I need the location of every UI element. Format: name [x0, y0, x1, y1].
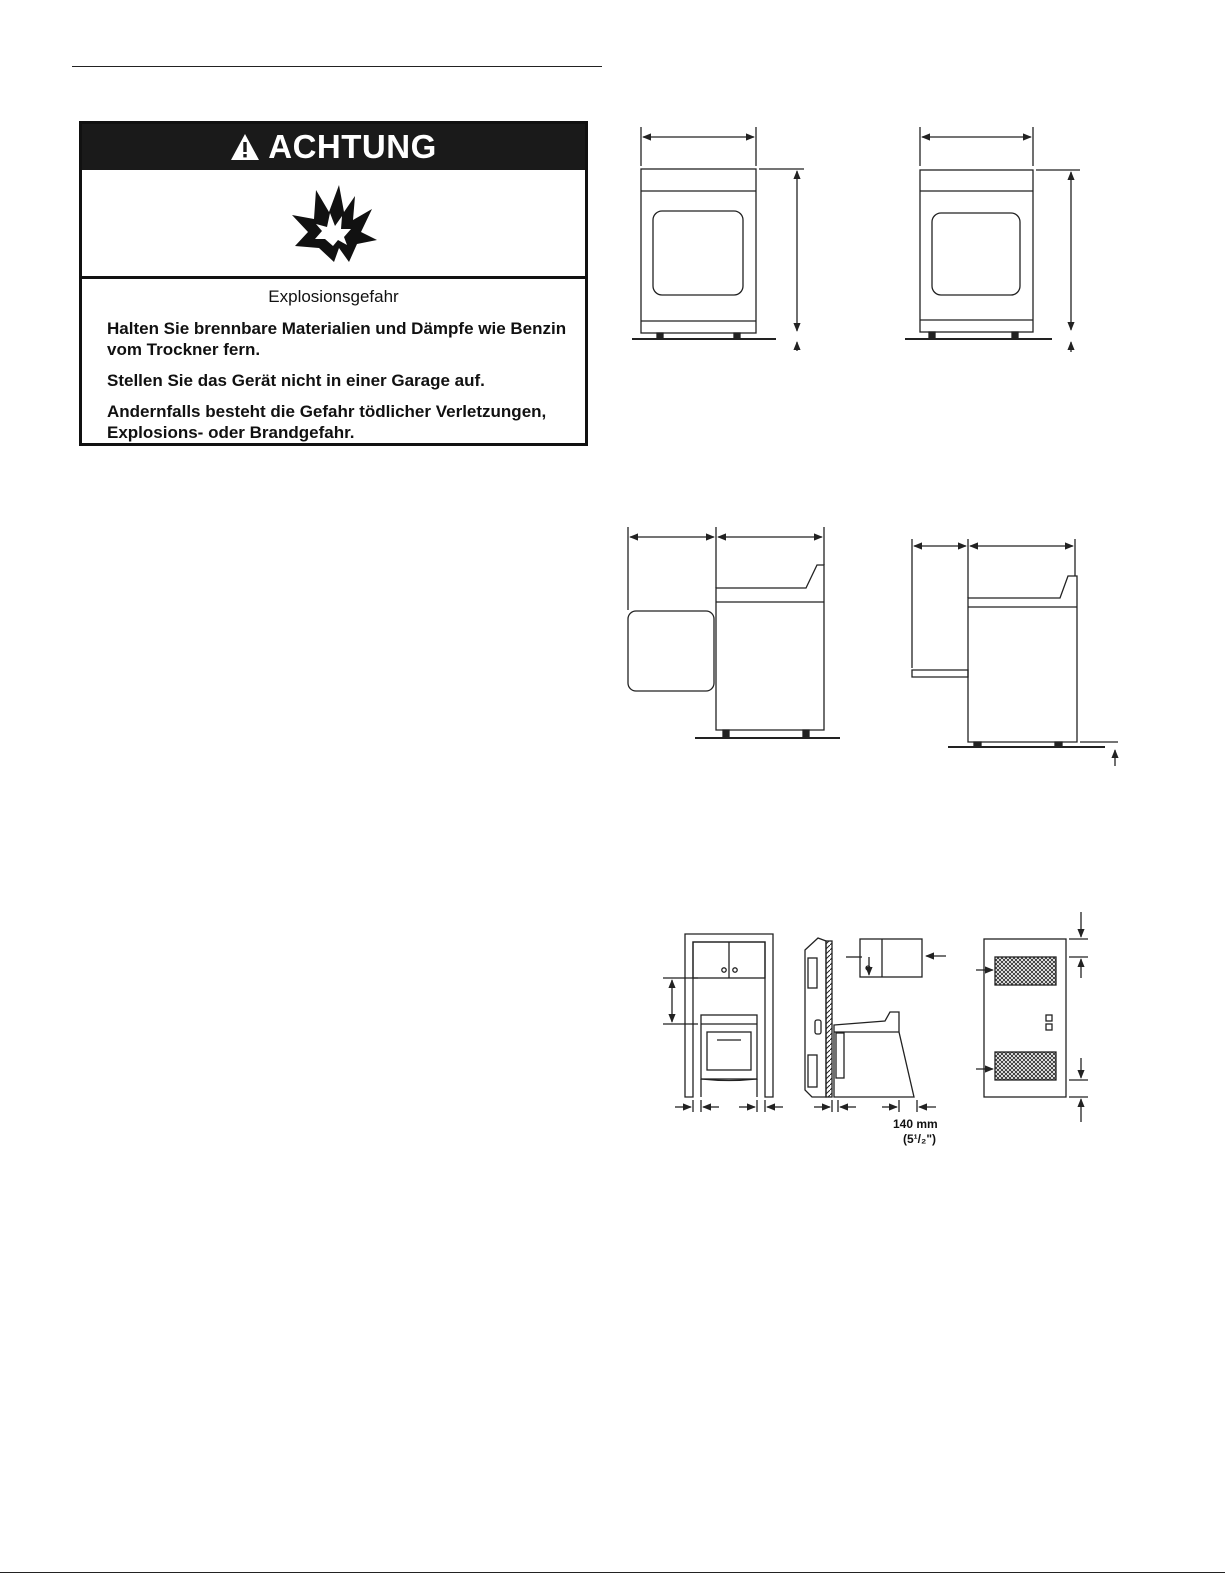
- clearance-dimension-inches: (5¹/₂"): [903, 1132, 937, 1146]
- warning-title: ACHTUNG: [268, 128, 437, 165]
- bottom-rule: [0, 1572, 1225, 1573]
- closet-door-vents: [976, 912, 1088, 1122]
- dryer-side-view-door-down: [912, 539, 1118, 766]
- warning-message-fuel: Halten Sie brennbare Materialien und Dämpfe wie Benzin vom Trockner fern.: [107, 319, 567, 359]
- warning-message-consequence: Andernfalls besteht die Gefahr tödlicher Verletzungen, Explosions- oder Brandgefahr.: [107, 402, 547, 442]
- closet-installation-front: [663, 934, 783, 1112]
- warning-message-garage: Stellen Sie das Gerät nicht in einer Garage auf.: [107, 371, 485, 390]
- clearance-dimension-mm: 140 mm: [893, 1117, 938, 1131]
- dryer-front-view-1: [632, 127, 804, 351]
- closet-installation-side: [805, 938, 946, 1112]
- dryer-side-view-door-open: [628, 527, 840, 738]
- dryer-front-view-2: [905, 127, 1080, 352]
- hazard-title: Explosionsgefahr: [268, 287, 399, 306]
